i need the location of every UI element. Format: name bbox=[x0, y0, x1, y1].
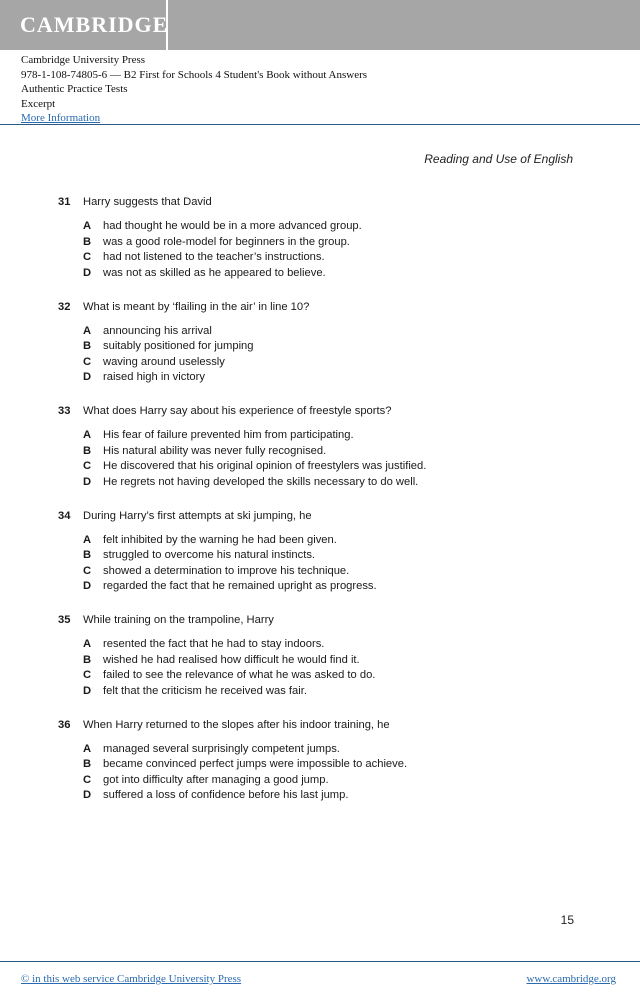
question-stem bbox=[58, 404, 588, 419]
option-text: suffered a loss of confidence before his last jump. bbox=[103, 789, 349, 801]
option-letter: D bbox=[83, 789, 92, 801]
publisher-name: Cambridge University Press bbox=[21, 54, 146, 66]
option-text: failed to see the relevance of what he was asked to do. bbox=[103, 669, 376, 681]
option-33-d bbox=[58, 475, 588, 491]
option-letter: D bbox=[83, 371, 92, 383]
option-text: wished he had realised how difficult he would find it. bbox=[103, 653, 360, 666]
option-letter: B bbox=[83, 758, 92, 770]
option-35-b bbox=[58, 653, 588, 669]
option-36-d bbox=[58, 788, 588, 804]
question-text: What is meant by ‘flailing in the air’ in line 10? bbox=[83, 300, 310, 313]
option-text: felt that the criticism he received was fair. bbox=[103, 684, 307, 697]
option-32-d bbox=[58, 370, 588, 386]
option-34-d bbox=[58, 579, 588, 595]
question-text: During Harry’s first attempts at ski jumping, he bbox=[83, 509, 312, 522]
option-text: struggled to overcome his natural instincts. bbox=[103, 549, 316, 561]
option-32-c bbox=[58, 355, 588, 371]
option-letter: B bbox=[83, 340, 92, 352]
option-letter: A bbox=[83, 742, 92, 755]
question-33 bbox=[58, 404, 588, 490]
excerpt-label: Excerpt bbox=[21, 97, 56, 110]
question-text: While training on the trampoline, Harry bbox=[83, 614, 274, 626]
question-stem bbox=[58, 613, 588, 628]
option-34-c bbox=[58, 564, 588, 580]
option-letter: A bbox=[83, 220, 92, 232]
option-text: His fear of failure prevented him from participating. bbox=[103, 429, 354, 441]
section-title: Reading and Use of English bbox=[424, 152, 573, 166]
option-35-d bbox=[58, 684, 588, 700]
option-34-a bbox=[58, 533, 588, 549]
cambridge-logo: CAMBRIDGE bbox=[20, 12, 169, 37]
more-information-link[interactable]: More Information bbox=[21, 112, 101, 124]
option-text: He regrets not having developed the skills necessary to do well. bbox=[103, 475, 419, 488]
series-name: Authentic Practice Tests bbox=[21, 83, 128, 95]
option-32-b bbox=[58, 339, 588, 355]
question-number: 34 bbox=[58, 509, 71, 522]
option-letter: C bbox=[83, 355, 92, 368]
question-35 bbox=[58, 613, 588, 699]
isbn-title: 978-1-108-74805-6 — B2 First for Schools 4 Student's Book without Answers bbox=[21, 68, 368, 81]
question-text: Harry suggests that David bbox=[83, 196, 212, 208]
option-text: regarded the fact that he remained upright as progress. bbox=[103, 580, 377, 592]
book-metadata bbox=[21, 53, 367, 126]
header-rule bbox=[0, 124, 640, 125]
option-text: became convinced perfect jumps were impossible to achieve. bbox=[103, 758, 408, 770]
page-number: 15 bbox=[560, 913, 574, 927]
question-stem bbox=[58, 718, 588, 733]
option-text: managed several surprisingly competent jumps. bbox=[103, 742, 340, 755]
option-text: had thought he would be in a more advanced group. bbox=[103, 220, 362, 232]
question-text: When Harry returned to the slopes after his indoor training, he bbox=[83, 718, 390, 731]
copyright-link[interactable]: © in this web service Cambridge University Press bbox=[21, 973, 242, 985]
option-text: waving around uselessly bbox=[103, 355, 225, 368]
question-number: 31 bbox=[58, 196, 71, 208]
option-letter: B bbox=[83, 549, 92, 561]
question-number: 36 bbox=[58, 718, 71, 731]
option-32-a bbox=[58, 324, 588, 340]
question-32 bbox=[58, 300, 588, 386]
question-31 bbox=[58, 195, 588, 281]
option-letter: D bbox=[83, 684, 92, 697]
question-36 bbox=[58, 718, 588, 804]
option-text: felt inhibited by the warning he had been given. bbox=[103, 533, 337, 546]
question-number: 33 bbox=[58, 405, 71, 417]
option-36-b bbox=[58, 757, 588, 773]
option-33-c bbox=[58, 459, 588, 475]
question-number: 32 bbox=[58, 300, 71, 313]
option-letter: D bbox=[83, 266, 92, 279]
option-text: His natural ability was never fully recognised. bbox=[103, 444, 327, 457]
option-31-c bbox=[58, 250, 588, 266]
option-letter: C bbox=[83, 564, 92, 577]
option-36-c bbox=[58, 773, 588, 789]
option-text: was not as skilled as he appeared to believe. bbox=[103, 266, 326, 279]
option-34-b bbox=[58, 548, 588, 564]
option-letter: C bbox=[83, 251, 92, 263]
option-text: announcing his arrival bbox=[103, 324, 212, 337]
question-text: What does Harry say about his experience of freestyle sports? bbox=[83, 405, 392, 417]
option-letter: A bbox=[83, 533, 92, 546]
option-text: suitably positioned for jumping bbox=[103, 340, 254, 352]
option-31-b bbox=[58, 235, 588, 251]
option-letter: B bbox=[83, 653, 92, 666]
option-33-b bbox=[58, 444, 588, 460]
option-letter: A bbox=[83, 638, 92, 650]
option-letter: B bbox=[83, 444, 92, 457]
option-35-a bbox=[58, 637, 588, 653]
option-letter: B bbox=[83, 235, 92, 248]
option-letter: A bbox=[83, 324, 92, 337]
header-banner bbox=[0, 0, 640, 50]
option-text: got into difficulty after managing a good jump. bbox=[103, 773, 329, 786]
option-text: had not listened to the teacher’s instructions. bbox=[103, 251, 325, 263]
question-stem bbox=[58, 300, 588, 315]
option-text: was a good role-model for beginners in the group. bbox=[103, 235, 350, 248]
option-letter: A bbox=[83, 429, 92, 441]
question-number: 35 bbox=[58, 614, 71, 626]
option-text: He discovered that his original opinion of freestylers was justified. bbox=[103, 460, 427, 472]
option-text: resented the fact that he had to stay indoors. bbox=[103, 638, 325, 650]
question-stem bbox=[58, 195, 588, 210]
question-34 bbox=[58, 509, 588, 595]
question-list bbox=[58, 195, 588, 822]
option-33-a bbox=[58, 428, 588, 444]
option-36-a bbox=[58, 742, 588, 758]
option-35-c bbox=[58, 668, 588, 684]
option-31-a bbox=[58, 219, 588, 235]
option-letter: C bbox=[83, 773, 92, 786]
logo-panel bbox=[0, 0, 168, 50]
option-letter: C bbox=[83, 669, 92, 681]
option-letter: C bbox=[83, 460, 92, 472]
option-text: raised high in victory bbox=[103, 371, 205, 383]
option-letter: D bbox=[83, 580, 92, 592]
option-text: showed a determination to improve his technique. bbox=[103, 564, 350, 577]
footer-rule bbox=[0, 961, 640, 962]
question-stem bbox=[58, 509, 588, 524]
option-letter: D bbox=[83, 475, 92, 488]
option-31-d bbox=[58, 266, 588, 282]
website-link[interactable]: www.cambridge.org bbox=[526, 973, 616, 985]
